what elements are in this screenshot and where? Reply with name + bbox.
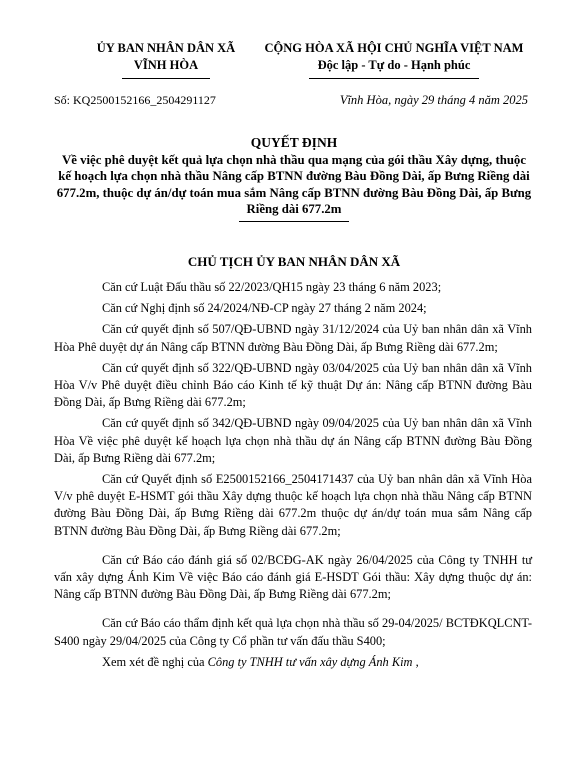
authority-line-1: ỦY BAN NHÂN DÂN XÃ: [96, 41, 236, 55]
national-motto: [244, 40, 544, 79]
title-underline: [239, 221, 349, 222]
issuing-authority: [68, 40, 264, 79]
basis-paragraph: Căn cứ Nghị định số 24/2024/NĐ-CP ngày 27 tháng 2 năm 2024;: [102, 301, 427, 316]
consideration-paragraph: [54, 654, 532, 671]
decision-heading: QUYẾT ĐỊNH: [250, 135, 338, 150]
basis-paragraph: Căn cứ Báo cáo thẩm định kết quả lựa chọn nhà thầu số 29-04/2025/ BCTĐKQLCNT-S400 ngày 29/04/2025 của Công ty Cổ phần tư vấn đấu thầu S400;: [54, 616, 532, 648]
motto-underline: [309, 78, 479, 79]
authority-heading: CHỦ TỊCH ỦY BAN NHÂN DÂN XÃ: [187, 254, 401, 269]
country-name: CỘNG HÒA XÃ HỘI CHỦ NGHĨA VIỆT NAM: [264, 41, 524, 55]
decision-title: [54, 135, 534, 222]
authority-line-2: VĨNH HÒA: [133, 58, 199, 72]
basis-paragraph: Căn cứ Báo cáo đánh giá số 02/BCĐG-AK ngày 26/04/2025 của Công ty TNHH tư vấn xây dựng Ánh Kim Về việc Báo cáo đánh giá E-HSDT Gói thầu: Xây dựng thuộc dự án: Nâng cấp BTNN đường Bàu Đồng Dài, ấp Bưng Riềng dài 677.2m;: [54, 552, 532, 602]
basis-paragraph: Căn cứ quyết định số 507/QĐ-UBND ngày 31/12/2024 của Uỷ ban nhân dân xã Vĩnh Hòa Phê duyệt dự án Nâng cấp BTNN đường Bàu Đồng Dài, ấp Bưng Riềng dài 677.2m;: [54, 322, 532, 354]
date-line: Vĩnh Hòa, ngày 29 tháng 4 năm 2025: [339, 93, 528, 107]
basis-paragraph: Căn cứ quyết định số 322/QĐ-UBND ngày 03/04/2025 của Uỷ ban nhân dân xã Vĩnh Hòa V/v Phê duyệt điều chỉnh Báo cáo Kinh tế kỹ thuật Dự án: Nâng cấp BTNN đường Bàu Đồng Dài, ấp Bưng Riềng dài 677.2m;: [54, 360, 532, 410]
consideration-prefix: Xem xét đề nghị của: [102, 654, 208, 669]
authority-underline: [122, 78, 210, 79]
basis-paragraph: Căn cứ quyết định số 342/QĐ-UBND ngày 09/04/2025 của Uỷ ban nhân dân xã Vĩnh Hòa Về việc phê duyệt kế hoạch lựa chọn nhà thầu dự án Nâng cấp BTNN đường Bàu Đồng Dài, ấp Bưng Riềng dài 677.2m;: [54, 416, 532, 465]
basis-paragraph: Căn cứ Quyết định số E2500152166_2504171437 của Uỷ ban nhân dân xã Vĩnh Hòa V/v phê duyệt E-HSMT gói thầu Xây dựng thuộc kế hoạch lựa chọn nhà thầu Nâng cấp BTNN đường Bàu Đồng Dài, ấp Bưng Riềng dài 677.2m thuộc dự án/dự toán mua sắm Nâng cấp BTNN đường Bàu Đồng Dài, ấp Bưng Riềng dài 677.2m;: [54, 472, 532, 538]
basis-paragraph: Căn cứ Luật Đấu thầu số 22/2023/QH15 ngày 23 tháng 6 năm 2023;: [102, 280, 442, 294]
document-body: [54, 279, 532, 675]
document-number: Số: KQ2500152166_2504291127: [54, 93, 216, 107]
motto: Độc lập - Tự do - Hạnh phúc: [317, 58, 471, 72]
consultant-company: Công ty TNHH tư vấn xây dựng Ánh Kim ,: [207, 654, 419, 669]
decision-subject: Về việc phê duyệt kết quả lựa chọn nhà thầu qua mạng của gói thầu Xây dựng, thuộc kế hoạch lựa chọn nhà thầu Nâng cấp BTNN đường Bàu Đồng Dài, ấp Bưng Riềng dài 677.2m, thuộc dự án/dự toán mua sắm Nâng cấp BTNN đường Bàu Đồng Dài, ấp Bưng Riềng dài 677.2m: [56, 152, 532, 216]
